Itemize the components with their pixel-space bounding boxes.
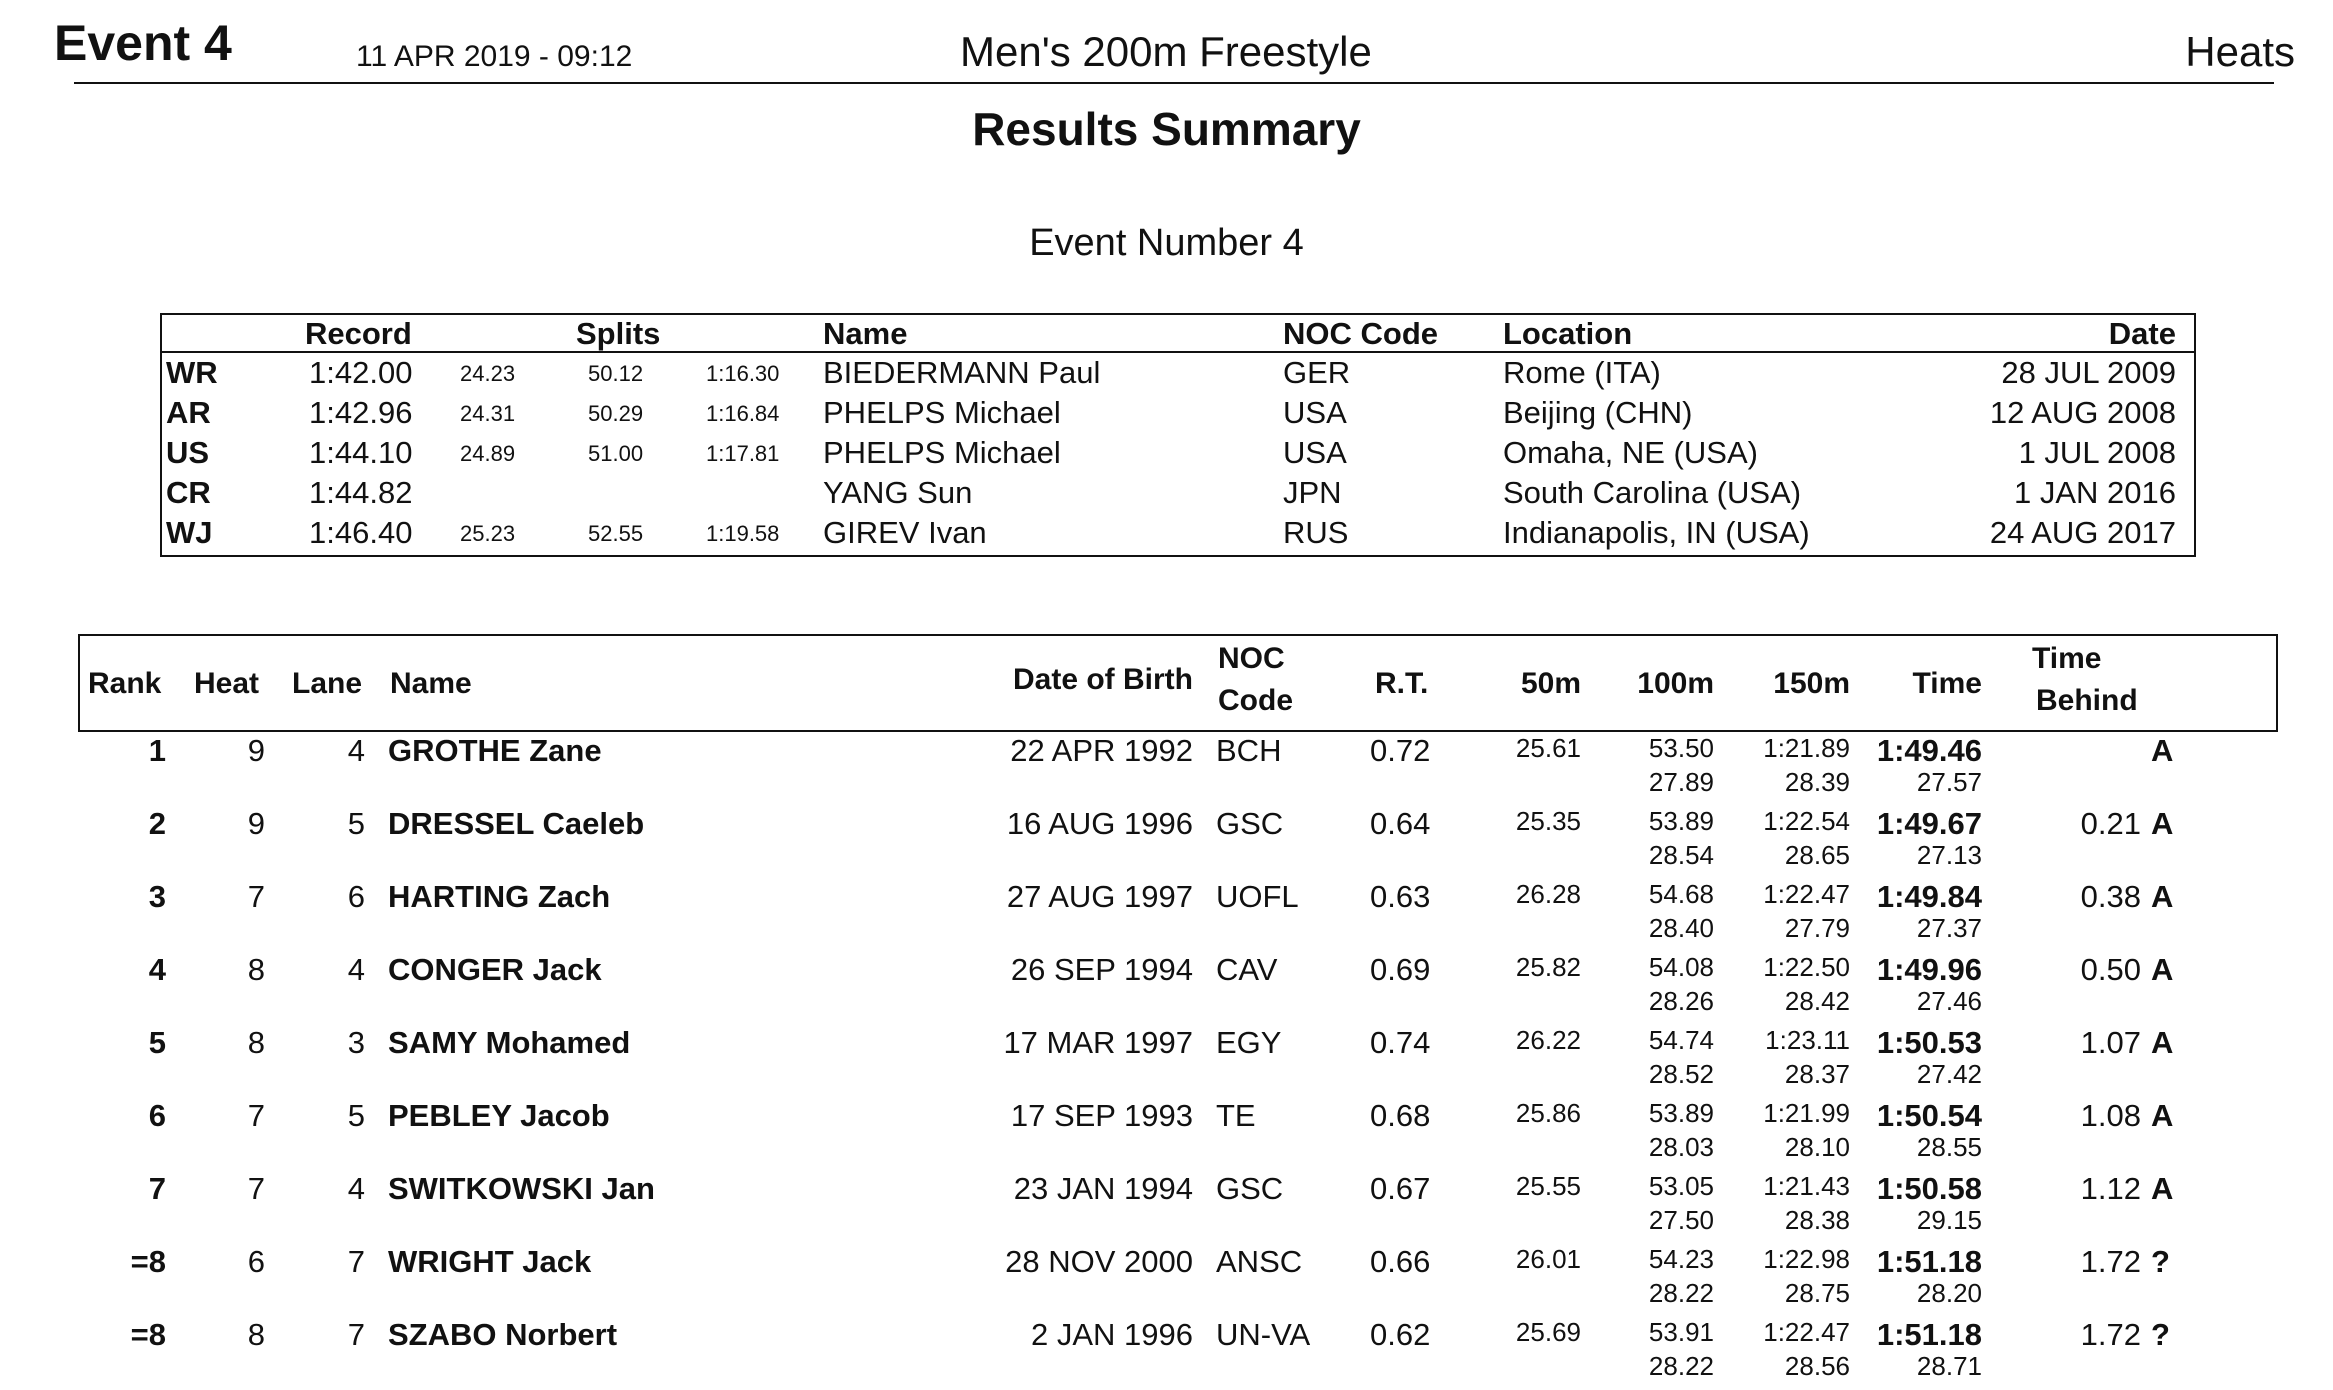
result-lap-200: 28.71 — [1916, 1351, 1982, 1381]
result-lap-100: 28.22 — [1648, 1278, 1714, 1308]
result-name: SZABO Norbert — [388, 1317, 618, 1352]
result-time-behind: 0.50 — [2080, 952, 2141, 987]
result-reaction-time: 0.74 — [1370, 1025, 1431, 1060]
result-lap-100: 27.89 — [1648, 767, 1714, 797]
result-heat: 7 — [247, 879, 265, 914]
results-header-heat: Heat — [194, 667, 260, 700]
record-holder-name: YANG Sun — [823, 475, 973, 510]
result-lane: 5 — [347, 806, 365, 841]
result-lap-150: 27.79 — [1784, 913, 1850, 943]
result-split-50: 25.55 — [1515, 1171, 1581, 1201]
record-time: 1:42.96 — [309, 395, 413, 430]
result-split-150: 1:21.43 — [1763, 1171, 1850, 1201]
result-name: WRIGHT Jack — [388, 1244, 592, 1279]
result-split-100: 53.89 — [1648, 806, 1714, 836]
record-split-150: 1:16.30 — [706, 361, 780, 386]
result-lap-200: 28.20 — [1916, 1278, 1982, 1308]
result-dob: 26 SEP 1994 — [1010, 952, 1193, 987]
record-split-100: 50.29 — [588, 401, 644, 426]
result-row — [0, 952, 2333, 1025]
record-row — [0, 515, 2333, 555]
result-dob: 28 NOV 2000 — [1005, 1244, 1193, 1279]
result-heat: 8 — [247, 1025, 265, 1060]
results-header-noc-line1: NOC — [1218, 642, 1285, 675]
result-name: SWITKOWSKI Jan — [388, 1171, 655, 1206]
results-header-rank: Rank — [88, 667, 162, 700]
result-split-100: 54.74 — [1648, 1025, 1714, 1055]
results-header-rt: R.T. — [1375, 667, 1429, 700]
result-lane: 4 — [347, 1171, 365, 1206]
result-time: 1:51.18 — [1876, 1317, 1982, 1352]
result-rank: 1 — [148, 733, 166, 768]
record-location: Beijing (CHN) — [1503, 395, 1693, 430]
result-time: 1:50.58 — [1876, 1171, 1982, 1206]
result-row — [0, 1317, 2333, 1390]
event-title: Men's 200m Freestyle — [960, 28, 1372, 75]
result-noc: GSC — [1216, 1171, 1284, 1206]
results-header-name: Name — [390, 667, 472, 700]
result-dob: 17 SEP 1993 — [1010, 1098, 1193, 1133]
results-header-behind-line1: Time — [2032, 642, 2102, 675]
result-time: 1:50.54 — [1876, 1098, 1982, 1133]
result-heat: 8 — [247, 1317, 265, 1352]
result-split-150: 1:22.98 — [1763, 1244, 1850, 1274]
result-dob: 17 MAR 1997 — [1003, 1025, 1193, 1060]
result-time-behind: 1.12 — [2080, 1171, 2141, 1206]
result-reaction-time: 0.69 — [1370, 952, 1431, 987]
result-lap-150: 28.39 — [1784, 767, 1850, 797]
result-split-50: 25.82 — [1515, 952, 1581, 982]
results-header-50m: 50m — [1520, 667, 1581, 700]
record-split-100: 52.55 — [588, 521, 644, 546]
result-split-150: 1:23.11 — [1765, 1025, 1850, 1055]
result-lap-100: 28.03 — [1648, 1132, 1714, 1162]
result-lap-200: 27.37 — [1916, 913, 1982, 943]
result-rank: 2 — [148, 806, 166, 841]
page-subtitle: Results Summary — [972, 103, 1361, 155]
result-name: CONGER Jack — [388, 952, 602, 987]
result-heat: 8 — [247, 952, 265, 987]
result-split-150: 1:22.54 — [1763, 806, 1850, 836]
record-code: US — [166, 435, 210, 470]
record-location: Omaha, NE (USA) — [1503, 435, 1758, 470]
result-name: PEBLEY Jacob — [388, 1098, 610, 1133]
result-lap-150: 28.65 — [1784, 840, 1850, 870]
result-row — [0, 1025, 2333, 1098]
record-split-50: 24.23 — [460, 361, 516, 386]
result-lane: 7 — [347, 1244, 365, 1279]
result-split-150: 1:21.89 — [1763, 733, 1850, 763]
result-noc: ANSC — [1216, 1244, 1303, 1279]
result-noc: EGY — [1216, 1025, 1282, 1060]
result-rank: =8 — [130, 1317, 166, 1352]
result-row — [0, 1171, 2333, 1244]
records-header-name: Name — [823, 316, 908, 351]
result-noc: TE — [1216, 1098, 1256, 1133]
record-time: 1:46.40 — [309, 515, 413, 550]
records-header-splits: Splits — [576, 316, 661, 351]
record-split-150: 1:16.84 — [706, 401, 780, 426]
record-split-50: 25.23 — [460, 521, 516, 546]
result-time: 1:50.53 — [1876, 1025, 1982, 1060]
result-time: 1:49.46 — [1876, 733, 1982, 768]
result-dob: 27 AUG 1997 — [1006, 879, 1193, 914]
record-date: 28 JUL 2009 — [2001, 355, 2176, 390]
result-lane: 7 — [347, 1317, 365, 1352]
record-noc: JPN — [1283, 475, 1342, 510]
record-row — [0, 475, 2333, 515]
result-lap-200: 28.55 — [1916, 1132, 1982, 1162]
record-holder-name: PHELPS Michael — [823, 435, 1061, 470]
result-time-behind: 0.38 — [2080, 879, 2141, 914]
record-location: South Carolina (USA) — [1503, 475, 1802, 510]
results-header-dob: Date of Birth — [1013, 663, 1193, 696]
result-time-behind: 1.07 — [2080, 1025, 2141, 1060]
result-lap-100: 27.50 — [1648, 1205, 1714, 1235]
result-lap-100: 28.52 — [1648, 1059, 1714, 1089]
result-noc: UOFL — [1216, 879, 1299, 914]
result-split-50: 25.69 — [1515, 1317, 1581, 1347]
record-split-150: 1:17.81 — [706, 441, 780, 466]
result-split-150: 1:21.99 — [1763, 1098, 1850, 1128]
record-split-100: 51.00 — [588, 441, 644, 466]
result-split-100: 54.23 — [1648, 1244, 1714, 1274]
result-heat: 9 — [247, 733, 265, 768]
record-code: WR — [166, 355, 218, 390]
result-name: GROTHE Zane — [388, 733, 602, 768]
records-header-divider — [160, 351, 2196, 353]
result-lap-150: 28.38 — [1784, 1205, 1850, 1235]
record-split-50: 24.31 — [460, 401, 516, 426]
result-lap-150: 28.42 — [1784, 986, 1850, 1016]
result-qualifier: A — [2151, 1025, 2174, 1060]
result-name: DRESSEL Caeleb — [388, 806, 645, 841]
result-split-50: 26.22 — [1515, 1025, 1581, 1055]
result-time-behind: 1.08 — [2080, 1098, 2141, 1133]
records-header-location: Location — [1503, 316, 1633, 351]
result-time: 1:49.96 — [1876, 952, 1982, 987]
result-time-behind: 1.72 — [2080, 1317, 2141, 1352]
result-qualifier: A — [2151, 1098, 2174, 1133]
record-date: 12 AUG 2008 — [1989, 395, 2176, 430]
result-lane: 4 — [347, 733, 365, 768]
result-row — [0, 879, 2333, 952]
result-reaction-time: 0.63 — [1370, 879, 1431, 914]
result-lap-100: 28.22 — [1648, 1351, 1714, 1381]
result-noc: UN-VA — [1216, 1317, 1311, 1352]
result-split-50: 26.28 — [1515, 879, 1581, 909]
event-phase: Heats — [2185, 28, 2295, 75]
results-header-100m: 100m — [1637, 667, 1714, 700]
result-time: 1:49.84 — [1876, 879, 1982, 914]
result-lap-150: 28.75 — [1784, 1278, 1850, 1308]
record-code: WJ — [166, 515, 213, 550]
result-reaction-time: 0.64 — [1370, 806, 1431, 841]
record-noc: RUS — [1283, 515, 1349, 550]
result-dob: 22 APR 1992 — [1010, 733, 1193, 768]
results-header-150m: 150m — [1773, 667, 1850, 700]
result-reaction-time: 0.62 — [1370, 1317, 1431, 1352]
record-row — [0, 435, 2333, 475]
result-qualifier: ? — [2151, 1317, 2170, 1352]
result-noc: GSC — [1216, 806, 1284, 841]
result-heat: 6 — [247, 1244, 265, 1279]
record-code: CR — [166, 475, 211, 510]
event-number: Event Number 4 — [1029, 222, 1304, 264]
event-label: Event 4 — [54, 15, 232, 71]
result-rank: =8 — [130, 1244, 166, 1279]
result-lane: 6 — [347, 879, 365, 914]
result-rank: 6 — [148, 1098, 166, 1133]
result-lap-200: 27.42 — [1916, 1059, 1982, 1089]
result-reaction-time: 0.67 — [1370, 1171, 1431, 1206]
record-split-150: 1:19.58 — [706, 521, 780, 546]
result-split-150: 1:22.50 — [1763, 952, 1850, 982]
result-split-100: 53.91 — [1648, 1317, 1714, 1347]
result-rank: 7 — [148, 1171, 166, 1206]
result-split-100: 54.08 — [1648, 952, 1714, 982]
result-name: SAMY Mohamed — [388, 1025, 631, 1060]
result-split-150: 1:22.47 — [1763, 879, 1850, 909]
result-name: HARTING Zach — [388, 879, 611, 914]
result-row — [0, 1098, 2333, 1171]
result-time-behind: 0.21 — [2080, 806, 2141, 841]
result-heat: 7 — [247, 1098, 265, 1133]
result-heat: 9 — [247, 806, 265, 841]
result-time-behind: 1.72 — [2080, 1244, 2141, 1279]
result-split-100: 53.05 — [1648, 1171, 1714, 1201]
record-noc: USA — [1283, 435, 1347, 470]
result-split-50: 26.01 — [1515, 1244, 1581, 1274]
record-date: 24 AUG 2017 — [1989, 515, 2176, 550]
records-header-noc: NOC Code — [1283, 316, 1438, 351]
result-lap-150: 28.37 — [1784, 1059, 1850, 1089]
result-lane: 5 — [347, 1098, 365, 1133]
result-time: 1:51.18 — [1876, 1244, 1982, 1279]
result-lap-200: 27.13 — [1916, 840, 1982, 870]
result-lap-200: 27.46 — [1916, 986, 1982, 1016]
result-row — [0, 733, 2333, 806]
result-split-150: 1:22.47 — [1763, 1317, 1850, 1347]
results-header-lane: Lane — [292, 667, 363, 700]
result-split-100: 53.50 — [1648, 733, 1714, 763]
result-rank: 5 — [148, 1025, 166, 1060]
result-qualifier: ? — [2151, 1244, 2170, 1279]
result-lane: 3 — [347, 1025, 365, 1060]
result-row — [0, 806, 2333, 879]
record-date: 1 JAN 2016 — [2014, 475, 2176, 510]
result-time: 1:49.67 — [1876, 806, 1982, 841]
record-location: Indianapolis, IN (USA) — [1503, 515, 1810, 550]
result-qualifier: A — [2151, 952, 2174, 987]
record-date: 1 JUL 2008 — [2018, 435, 2176, 470]
result-lane: 4 — [347, 952, 365, 987]
result-rank: 4 — [148, 952, 166, 987]
result-split-50: 25.86 — [1515, 1098, 1581, 1128]
records-header-date: Date — [2108, 316, 2176, 351]
record-noc: GER — [1283, 355, 1351, 390]
record-row — [0, 355, 2333, 395]
record-split-100: 50.12 — [588, 361, 644, 386]
event-datetime: 11 APR 2019 - 09:12 — [356, 40, 633, 73]
record-time: 1:44.10 — [309, 435, 413, 470]
result-lap-100: 28.26 — [1648, 986, 1714, 1016]
result-split-50: 25.35 — [1515, 806, 1581, 836]
result-reaction-time: 0.66 — [1370, 1244, 1431, 1279]
result-qualifier: A — [2151, 806, 2174, 841]
result-lap-200: 29.15 — [1916, 1205, 1982, 1235]
results-header-behind-line2: Behind — [2036, 684, 2138, 717]
result-qualifier: A — [2151, 733, 2174, 768]
results-header-time: Time — [1912, 667, 1982, 700]
header-divider — [74, 82, 2274, 84]
result-dob: 23 JAN 1994 — [1013, 1171, 1193, 1206]
result-reaction-time: 0.68 — [1370, 1098, 1431, 1133]
result-qualifier: A — [2151, 879, 2174, 914]
result-qualifier: A — [2151, 1171, 2174, 1206]
result-reaction-time: 0.72 — [1370, 733, 1431, 768]
record-holder-name: GIREV Ivan — [823, 515, 987, 550]
records-header-record: Record — [305, 316, 412, 351]
result-lap-200: 27.57 — [1916, 767, 1982, 797]
results-header-noc-line2: Code — [1218, 684, 1293, 717]
record-holder-name: BIEDERMANN Paul — [823, 355, 1101, 390]
record-split-50: 24.89 — [460, 441, 516, 466]
result-split-50: 25.61 — [1515, 733, 1581, 763]
record-time: 1:44.82 — [309, 475, 413, 510]
result-noc: BCH — [1216, 733, 1282, 768]
record-location: Rome (ITA) — [1503, 355, 1661, 390]
result-lap-100: 28.40 — [1648, 913, 1714, 943]
result-rank: 3 — [148, 879, 166, 914]
record-row — [0, 395, 2333, 435]
record-holder-name: PHELPS Michael — [823, 395, 1061, 430]
result-lap-150: 28.10 — [1784, 1132, 1850, 1162]
record-code: AR — [166, 395, 211, 430]
result-split-100: 53.89 — [1648, 1098, 1714, 1128]
result-split-100: 54.68 — [1648, 879, 1714, 909]
result-row — [0, 1244, 2333, 1317]
result-lap-100: 28.54 — [1648, 840, 1714, 870]
result-heat: 7 — [247, 1171, 265, 1206]
result-dob: 2 JAN 1996 — [1031, 1317, 1193, 1352]
result-lap-150: 28.56 — [1784, 1351, 1850, 1381]
record-noc: USA — [1283, 395, 1347, 430]
result-dob: 16 AUG 1996 — [1006, 806, 1193, 841]
result-noc: CAV — [1216, 952, 1278, 987]
record-time: 1:42.00 — [309, 355, 413, 390]
